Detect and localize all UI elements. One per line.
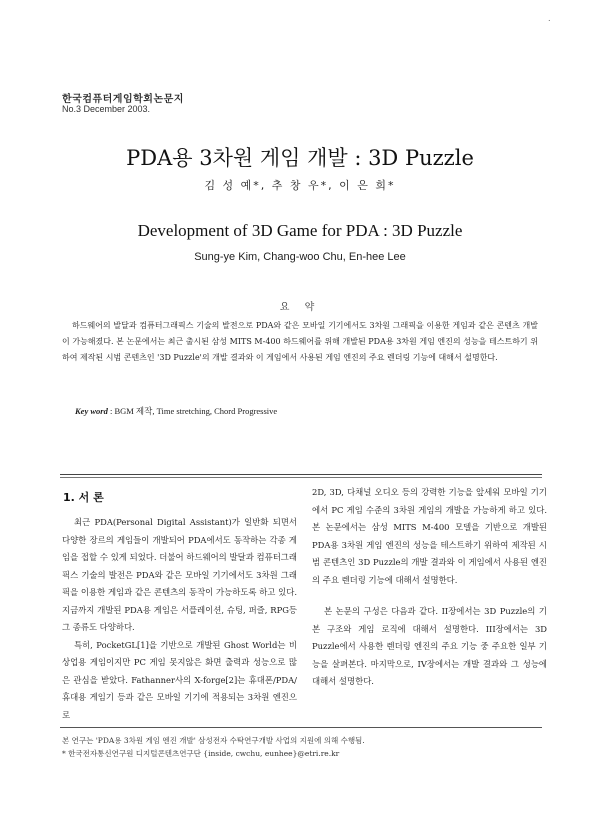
section-divider-thin [60, 477, 542, 478]
body-paragraph: 본 논문의 구성은 다음과 같다. II장에서는 3D Puzzle의 기본 구조와 게임 로직에 대해서 설명한다. III장에서는 3D Puzzle에서 사용한 렌더링 엔진의 주요 기능 중 주요한 일부 기능을 살펴본다. 마지막으로, IV장에서는 개발 결과와 그 성능에 대해서 설명한다. [312, 606, 547, 686]
footnote-funding: 본 연구는 'PDA용 3차원 게임 엔진 개발' 삼성전자 수탁연구개발 사업의 지원에 의해 수행됨. [62, 736, 365, 745]
journal-name: 한국컴퓨터게임학회논문지 [62, 94, 184, 105]
footnote-divider [60, 727, 542, 728]
body-column-right [312, 484, 547, 705]
keywords [75, 405, 277, 417]
authors-korean: 김 성 예*, 추 창 우*, 이 은 희* [204, 179, 396, 192]
authors-english: Sung-ye Kim, Chang-woo Chu, En-hee Lee [194, 251, 406, 263]
paper-title-korean: PDA용 3차원 게임 개발 : 3D Puzzle [126, 146, 474, 170]
journal-issue: No.3 December 2003. [62, 104, 151, 114]
body-paragraph: 특히, PocketGL[1]을 기반으로 개발된 Ghost World는 비상업용 게임이지만 PC 게임 못지않은 화면 출력과 성능으로 많은 관심을 받았다. Fathanner사의 X-forge[2]는 휴대폰/PDA/휴대용 게임기 등과 같은 모바일 기기에 적용되는 3차원 엔진으로 [62, 639, 297, 720]
body-column-left [62, 514, 297, 738]
page-mark: . [548, 14, 551, 23]
section-heading-introduction: 1. 서 론 [63, 491, 104, 504]
abstract-heading: 요 약 [279, 302, 321, 313]
paper-title-english: Development of 3D Game for PDA : 3D Puzzle [137, 221, 463, 240]
section-divider [60, 474, 542, 475]
body-paragraph: 최근 PDA(Personal Digital Assistant)가 일반화 되면서 다양한 장르의 게임들이 개발되어 PDA에서도 동작하는 각종 게임을 접할 수 있게 되었다. 더불어 하드웨어의 발달과 컴퓨터그래픽스 기술의 발전은 PDA와 같은 모바일 기기에서도 3차원 그래픽을 이용한 게임과 같은 콘텐츠의 동작이 가능하도록 하고 있다. 지금까지 개발된 PDA용 게임은 서플레이션, 슈팅, 퍼즐, RPG등 그 종류도 다양하다. [62, 517, 297, 632]
keywords-label: Key word [75, 406, 108, 416]
footnote-affiliation: * 한국전자통신연구원 디지털콘텐츠연구단 {inside, cwchu, eunhee}@etri.re.kr [62, 749, 340, 758]
abstract-text: 하드웨어의 발달과 컴퓨터그래픽스 기술의 발전으로 PDA와 같은 모바일 기기에서도 3차원 그래픽을 이용한 게임과 같은 콘텐츠 개발이 가능해졌다. 본 논문에서는 최근 출시된 삼성 MITS M-400 하드웨어를 위해 개발된 PDA용 3차원 게임 엔진의 성능을 테스트하기 위하여 제작된 시범 콘텐츠인 '3D Puzzle'의 개발 결과와 이 게임에서 사용된 게임 엔진의 주요 렌더링 기능에 대해서 설명한다. [62, 321, 538, 362]
keywords-text: : BGM 제작, Time stretching, Chord Progressive [109, 406, 278, 416]
body-paragraph: 2D, 3D, 다채널 오디오 등의 강력한 기능을 앞세워 모바일 기기에서 PC 게임 수준의 3차원 게임의 개발을 가능하게 하고 있다. 본 논문에서는 삼성 MITS M-400 모델을 기반으로 개발된 PDA용 3차원 게임 엔진의 성능을 테스트하기 위하여 제작된 시범 콘텐츠인 3D Puzzle의 개발 결과와 이 게임에서 사용된 엔진의 주요 렌더링 기능에 대해서 설명한다. [312, 487, 547, 585]
